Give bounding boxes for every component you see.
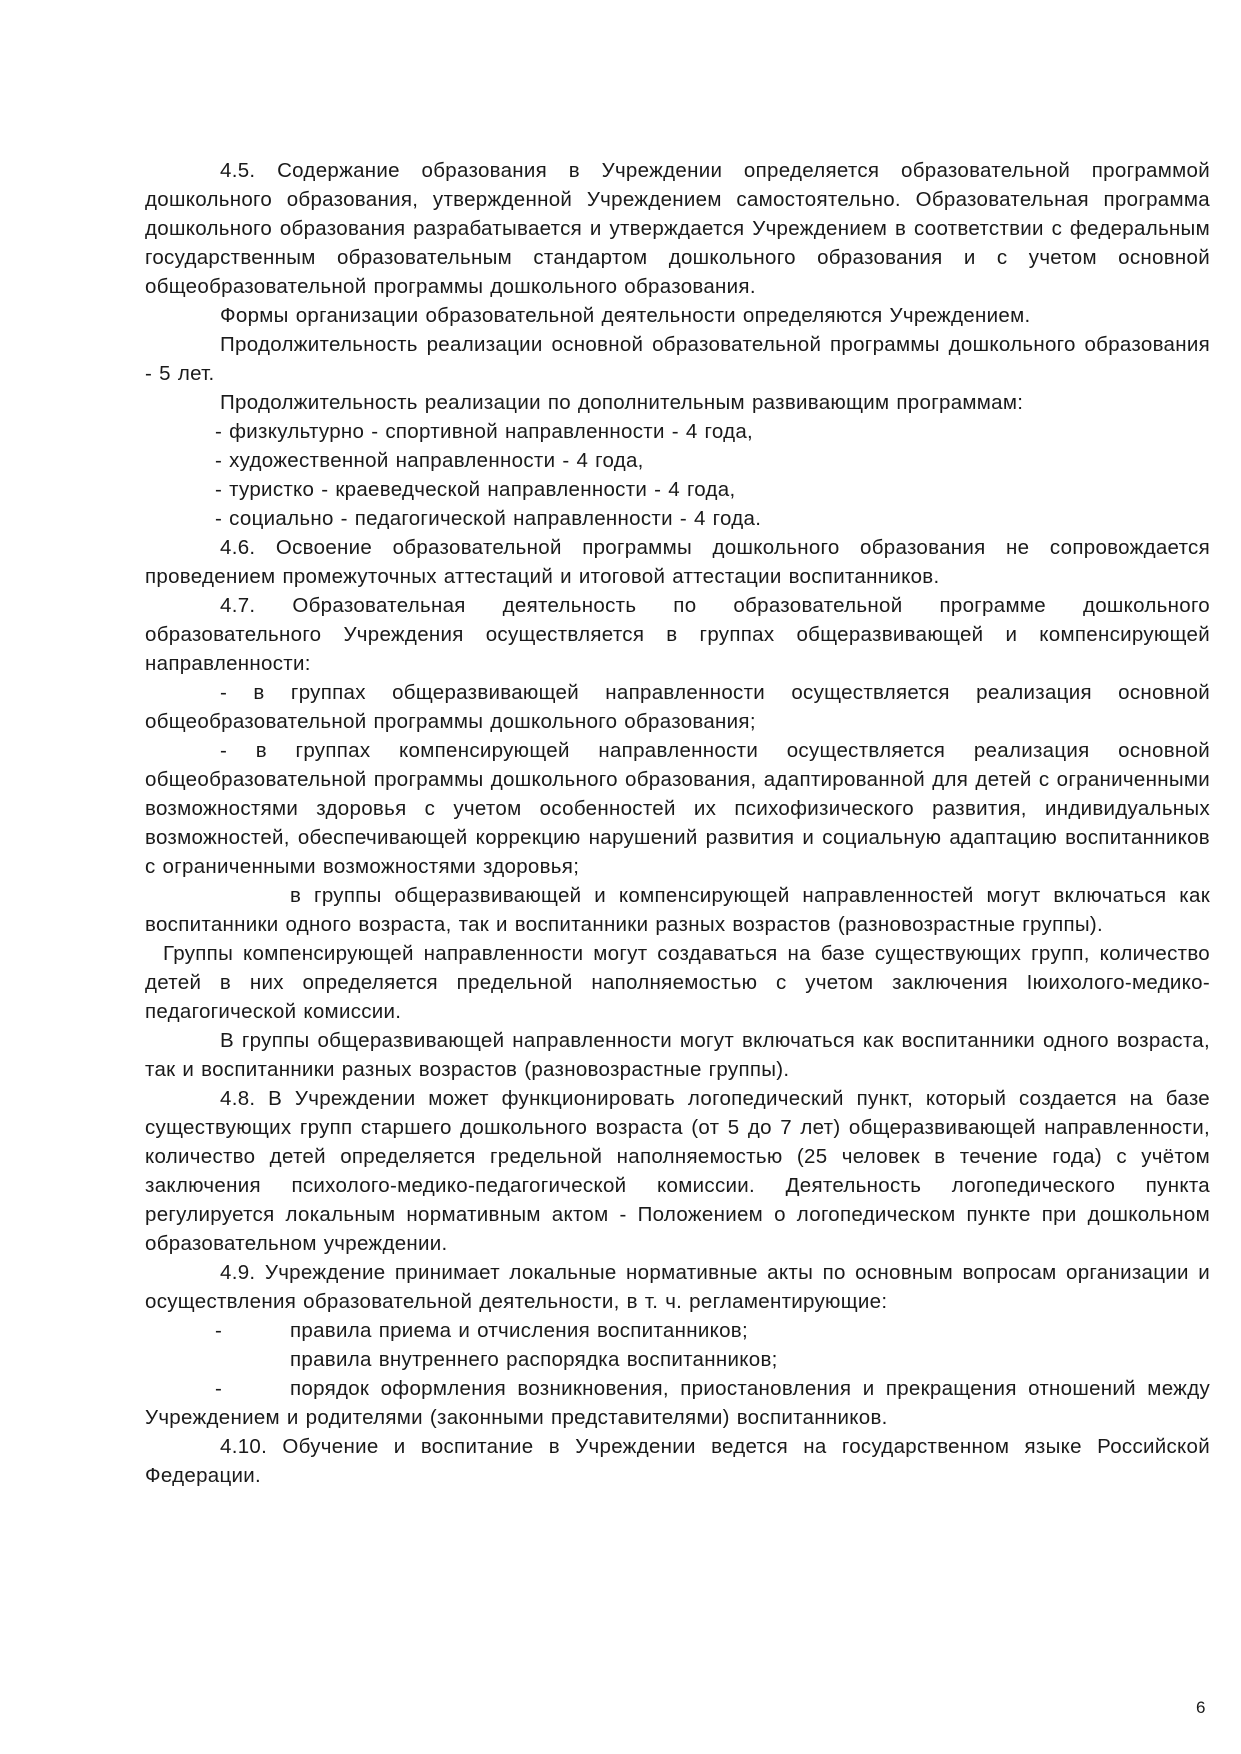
list-item-social: - социально - педагогической направленности - 4 года. (215, 507, 762, 530)
list-dash-empty (145, 1345, 290, 1374)
list-item-admission (145, 1316, 1210, 1345)
list-item-relations-text: порядок оформления возникновения, приостановления и прекращения отношений между Учреждением и родителями (законными представителями) воспитанников. (145, 1377, 1210, 1429)
paragraph-4-6: 4.6. Освоение образовательной программы дошкольного образования не сопровождается проведением промежуточных аттестаций и итоговой аттестации воспитанников. (145, 536, 1210, 588)
paragraph-forms: Формы организации образовательной деятельности определяются Учреждением. (220, 304, 1031, 327)
paragraph-mixed-age: в группы общеразвивающей и компенсирующей направленностей могут включаться как воспитанники одного возраста, так и воспитанники разных возрастов (разновозрастные группы). (145, 884, 1210, 936)
paragraph-general-mixed: В группы общеразвивающей направленности могут включаться как воспитанники одного возраста, так и воспитанники разных возрастов (разновозрастные группы). (145, 1029, 1210, 1081)
paragraph-compensating-creation: Группы компенсирующей направленности могут создаваться на базе существующих групп, количество детей в них определяется предельной наполняемостью с учетом заключения Iюихолого-медико-педагогической комиссии. (145, 942, 1210, 1023)
page-number: 6 (1196, 1698, 1206, 1717)
list-item-internal-rules-text: правила внутреннего распорядка воспитанников; (290, 1348, 778, 1371)
paragraph-4-8: 4.8. В Учреждении может функционировать логопедический пункт, который создается на базе существующих групп старшего дошкольного возраста (от 5 до 7 лет) общеразвивающей направленности, количество детей определяется гредельной наполняемостью (25 человек в течение года) с учётом заключения психолого-медико-педагогической комиссии. Деятельность логопедического пункта регулируется локальным нормативным актом - Положением о логопедическом пункте при дошкольном образовательном учреждении. (145, 1087, 1210, 1255)
paragraph-4-5: 4.5. Содержание образования в Учреждении определяется образовательной программой дошкольного образования, утвержденной Учреждением самостоятельно. Образовательная программа дошкольного образования разрабатывается и утверждается Учреждением в соответствии с федеральным государственным образовательным стандартом дошкольного образования и с учетом основной общеобразовательной программы дошкольного образования. (145, 159, 1210, 298)
list-dash: - (215, 1377, 223, 1400)
paragraph-4-9: 4.9. Учреждение принимает локальные нормативные акты по основным вопросам организации и осуществления образовательной деятельности, в т. ч. регламентирующие: (145, 1261, 1210, 1313)
list-item-art: - художественной направленности - 4 года, (215, 449, 644, 472)
paragraph-4-7: 4.7. Образовательная деятельность по образовательной программе дошкольного образовательного Учреждения осуществляется в группах общеразвивающей и компенсирующей направленности: (145, 594, 1210, 675)
document-body (145, 156, 1210, 1490)
list-item-relations (145, 1374, 1210, 1432)
paragraph-4-10: 4.10. Обучение и воспитание в Учреждении ведется на государственном языке Российской Федерации. (145, 1435, 1210, 1487)
list-dash: - (215, 1319, 223, 1342)
list-item-admission-text: правила приема и отчисления воспитанников; (290, 1319, 748, 1342)
list-item-sport: - физкультурно - спортивной направленности - 4 года, (215, 420, 754, 443)
list-item-internal-rules (145, 1345, 1210, 1374)
paragraph-general-groups: - в группах общеразвивающей направленности осуществляется реализация основной общеобразовательной программы дошкольного образования; (145, 681, 1210, 733)
paragraph-duration: Продолжительность реализации основной образовательной программы дошкольного образования - 5 лет. (145, 333, 1210, 385)
paragraph-additional-programs: Продолжительность реализации по дополнительным развивающим программам: (220, 391, 1024, 414)
list-item-tourism: - туристко - краеведческой направленности - 4 года, (215, 478, 736, 501)
paragraph-compensating-groups: - в группах компенсирующей направленности осуществляется реализация основной общеобразовательной программы дошкольного образования, адаптированной для детей с ограниченными возможностями здоровья с учетом особенностей их психофизического развития, индивидуальных возможностей, обеспечивающей коррекцию нарушений развития и социальную адаптацию воспитанников с ограниченными возможностями здоровья; (145, 739, 1210, 878)
